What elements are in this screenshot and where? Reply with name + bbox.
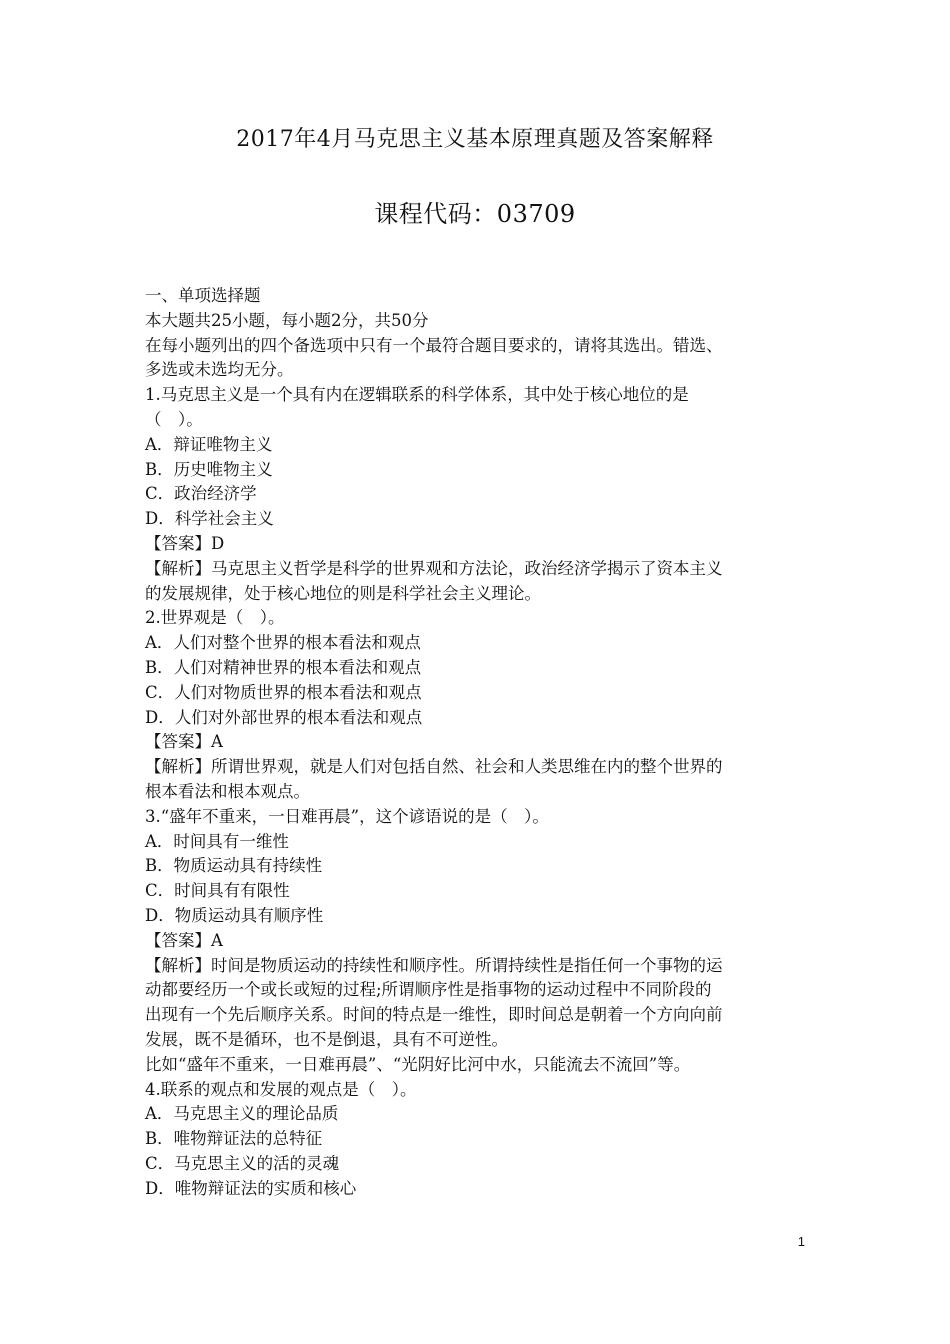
text-line: D．人们对外部世界的根本看法和观点 [145, 707, 423, 727]
text-line: （ ）。 [145, 409, 203, 429]
text-line: 4.联系的观点和发展的观点是（ ）。 [145, 1079, 417, 1099]
text-line: C．时间具有有限性 [145, 881, 290, 901]
text-line: 比如“盛年不重来，一日难再晨”、“光阴好比河中水，只能流去不流回”等。 [145, 1054, 691, 1074]
text-line: 出现有一个先后顺序关系。时间的特点是一维性，即时间总是朝着一个方向向前 [145, 1005, 723, 1025]
text-line: D．物质运动具有顺序性 [145, 905, 324, 925]
text-line: 3.“盛年不重来，一日难再晨”，这个谚语说的是（ ）。 [145, 806, 549, 826]
text-line: 【解析】马克思主义哲学是科学的世界观和方法论，政治经济学揭示了资本主义 [145, 558, 723, 578]
text-line: 【答案】A [145, 930, 223, 950]
text-line: B．历史唯物主义 [145, 459, 273, 479]
page-number: 1 [797, 1234, 805, 1249]
text-line: 2.世界观是（ ）。 [145, 608, 285, 628]
text-line: 【答案】A [145, 732, 223, 752]
text-line: 动都要经历一个或长或短的过程;所谓顺序性是指事物的运动过程中不同阶段的 [145, 980, 712, 1000]
course-code: 课程代码：03709 [374, 200, 576, 228]
text-line: 【解析】所谓世界观，就是人们对包括自然、社会和人类思维在内的整个世界的 [145, 757, 723, 777]
text-line: 1.马克思主义是一个具有内在逻辑联系的科学体系，其中处于核心地位的是 [145, 385, 689, 405]
text-line: 本大题共25小题，每小题2分，共50分 [145, 310, 429, 330]
text-line: B．物质运动具有持续性 [145, 856, 323, 876]
document-title: 2017年4月马克思主义基本原理真题及答案解释 [236, 127, 714, 152]
text-line: 【解析】时间是物质运动的持续性和顺序性。所谓持续性是指任何一个事物的运 [145, 955, 723, 975]
text-line: D．唯物辩证法的实质和核心 [145, 1178, 357, 1198]
document-body [145, 284, 815, 1201]
text-line: A．辩证唯物主义 [145, 434, 273, 454]
text-line: 发展，既不是循环，也不是倒退，具有不可逆性。 [145, 1029, 508, 1049]
text-line: 一、单项选择题 [145, 286, 261, 305]
text-line: 【答案】D [145, 533, 225, 553]
text-line: B．唯物辩证法的总特征 [145, 1129, 323, 1149]
text-line: C．人们对物质世界的根本看法和观点 [145, 682, 422, 702]
text-line: C．政治经济学 [145, 484, 257, 504]
text-line: A．马克思主义的理论品质 [145, 1104, 339, 1124]
text-line: 的发展规律，处于核心地位的则是科学社会主义理论。 [145, 583, 541, 603]
text-line: C．马克思主义的活的灵魂 [145, 1153, 340, 1173]
text-line: A．人们对整个世界的根本看法和观点 [145, 633, 421, 653]
text-line: A．时间具有一维性 [145, 831, 289, 851]
text-line: B．人们对精神世界的根本看法和观点 [145, 657, 422, 677]
text-line: 根本看法和根本观点。 [145, 781, 310, 801]
text-line: 多选或未选均无分。 [145, 360, 294, 380]
text-line: D．科学社会主义 [145, 509, 274, 529]
text-line: 在每小题列出的四个备选项中只有一个最符合题目要求的，请将其选出。错选、 [145, 335, 723, 355]
